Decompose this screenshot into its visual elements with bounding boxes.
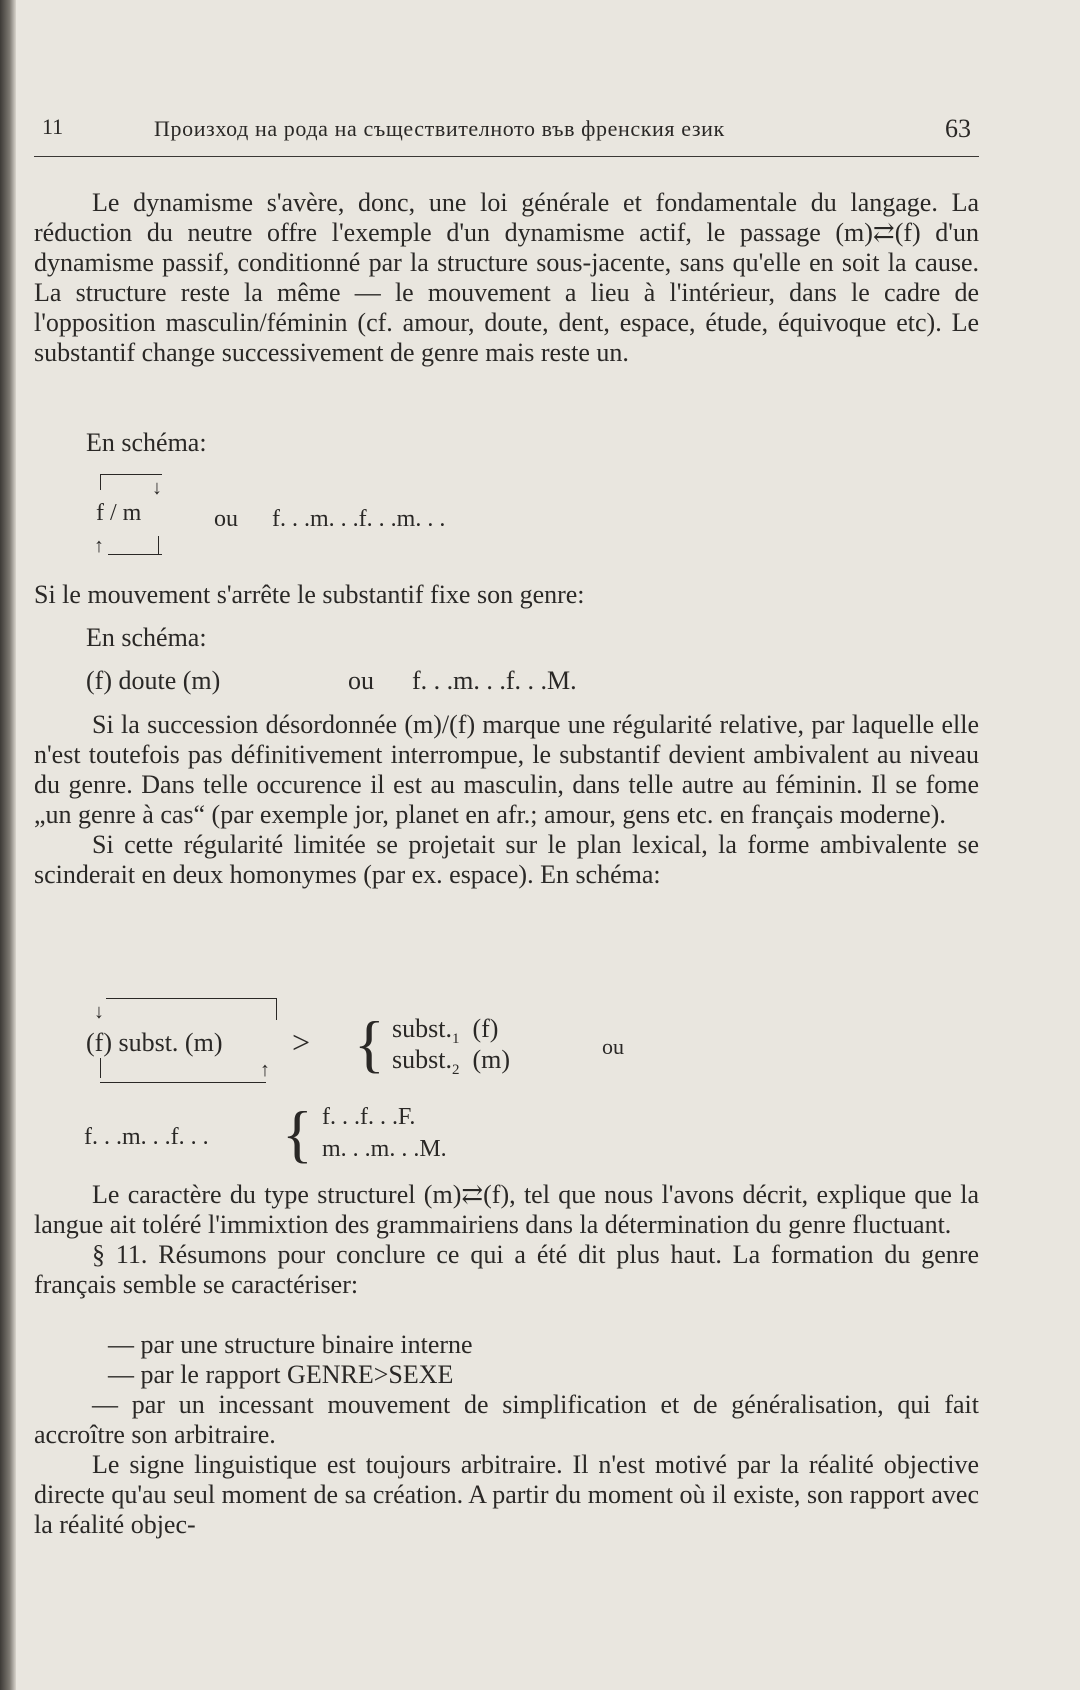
schema1-right-tick (158, 536, 159, 554)
brace-icon: { (354, 1008, 385, 1079)
paragraph-signe: Le signe linguistique est toujours arbitraire. Il n'est motivé par la réalité objective directe qu'au seul moment de sa création. A partir du moment où il existe, son rapport avec la réalité objec- (34, 1450, 979, 1539)
arrow-up-icon: ↑ (260, 1059, 270, 1081)
schema2-sequence: f. . .m. . .f. . .M. (412, 666, 577, 695)
schema1-bottom-line (108, 554, 162, 555)
schema3-left-tick (100, 1058, 101, 1078)
schema1-ou: ou (214, 506, 238, 532)
paragraph-caractere: Le caractère du type structurel (m)⇄(f), tel que nous l'avons décrit, explique que la langue ait toléré l'immixtion des grammairiens dans la détermination du genre fluctuant. § 11. Résumons pour conclure ce qui a été dit plus haut. La formation du genre français semble se caractériser: (34, 1180, 979, 1299)
list-item: — par le rapport GENRE>SEXE (108, 1360, 454, 1389)
brace-icon: { (282, 1098, 313, 1169)
book-page (24, 0, 1080, 1690)
schema3-left: (f) subst. (m) (86, 1028, 223, 1057)
schema-label-2: En schéma: (86, 623, 207, 652)
paragraph-dynamisme: Le dynamisme s'avère, donc, une loi générale et fondamentale du langage. La réduction du neutre offre l'exemple d'un dynamisme actif, le passage (m)⇄(f) d'un dynamisme passif, conditionné par la structure sous-jacente, sans qu'elle en soit la cause. La structure reste la même — le mouvement a lieu à l'intérieur, dans le cadre de l'opposition masculin/féminin (cf. amour, doute, dent, espace, étude, équivoque etc). Le substantif change successivement de genre mais reste un. (34, 188, 979, 367)
schema2-ou: ou (348, 666, 374, 695)
arrow-down-icon: ↓ (94, 1001, 104, 1023)
schema3-subst2: $subst._2$ (m) (392, 1045, 511, 1079)
schema3-seq-bottom: m. . .m. . .M. (322, 1136, 447, 1162)
schema3-seq-left: f. . .m. . .f. . . (84, 1124, 209, 1150)
schema3-ou: ou (602, 1034, 624, 1059)
line-mouvement-arrete: Si le mouvement s'arrête le substantif fixe son genre: (34, 580, 585, 609)
arrow-down-icon: ↓ (152, 477, 162, 499)
schema3-seq-top: f. . .f. . .F. (322, 1104, 416, 1130)
schema3-right-tick (276, 998, 277, 1020)
schema1-sequence: f. . .m. . .f. . .m. . . (272, 506, 446, 532)
schema1-left-tick (100, 474, 101, 490)
list-item: — par une structure binaire interne (108, 1330, 473, 1359)
running-title: Произход на рода на съществителното във френския език (154, 116, 725, 141)
paragraph-succession: Si la succession désordonnée (m)/(f) marque une régularité relative, par laquelle elle n'est toutefois pas définitivement interrompue, le substantif devient ambivalent au niveau du genre. Dans telle occurence il est au masculin, dans telle autre au féminin. Il se fome „un genre à cas“ (par exemple jor, planet en afr.; amour, gens etc. en français moderne). Si cette régularité limitée se projetait sur le plan lexical, la forme ambivalente se scinderait en deux homonymes (par ex. espace). En schéma: (34, 710, 979, 889)
running-header (34, 110, 979, 157)
schema1-top-line (100, 474, 162, 475)
schema2-left: (f) doute (m) (86, 666, 221, 695)
schema3-top-line (106, 998, 276, 999)
schema3-arrow: > (292, 1024, 311, 1060)
schema3-subst1: $subst._1$ (f) (392, 1014, 499, 1048)
book-binding-shadow (0, 0, 16, 1690)
list-item: — par un incessant mouvement de simplification et de généralisation, qui fait accroître son arbitraire. (34, 1390, 979, 1449)
page-number: 63 (945, 114, 971, 143)
schema3-bottom-line (100, 1082, 266, 1083)
schema1-node: f / m (96, 500, 142, 526)
schema-label-1: En schéma: (86, 428, 207, 457)
chapter-number: 11 (42, 114, 64, 139)
arrow-up-icon: ↑ (94, 535, 104, 557)
